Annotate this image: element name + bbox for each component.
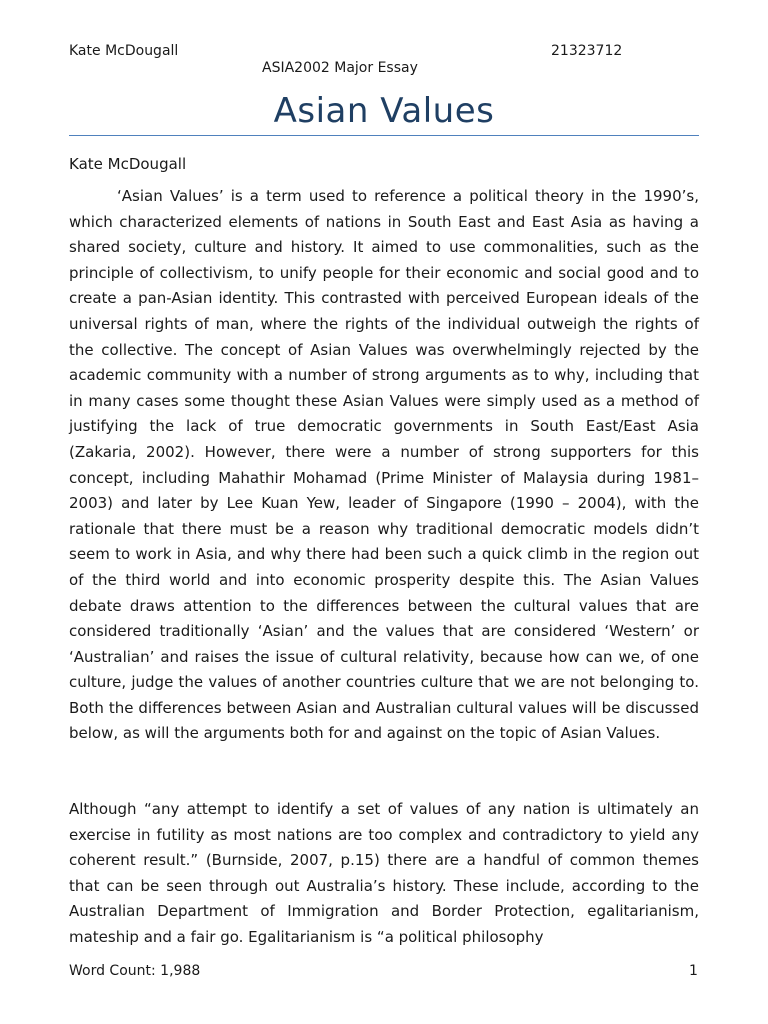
paragraph-1: ‘Asian Values’ is a term used to reference a political theory in the 1990’s, which characterized elements of nations in South East and East Asia as having a shared society, culture and history. It aimed to use commonalities, such as the principle of collectivism, to unify people for their economic and social good and to create a pan-Asian identity. This contrasted with perceived European ideals of the universal rights of man, where the rights of the individual outweigh the rights of the collective. The concept of Asian Values was overwhelmingly rejected by the academic community with a number of strong arguments as to why, including that in many cases some thought these Asian Values were simply used as a method of justifying the lack of true democratic governments in South East/East Asia (Zakaria, 2002). However, there were a number of strong supporters for this concept, including Mahathir Mohamad (Prime Minister of Malaysia during 1981–2003) and later by Lee Kuan Yew, leader of Singapore (1990 – 2004), with the rationale that there must be a reason why traditional democratic models didn’t seem to work in Asia, and why there had been such a quick climb in the region out of the third world and into economic prosperity despite this. The Asian Values debate draws attention to the differences between the cultural values that are considered traditionally ‘Asian’ and the values that are considered ‘Western’ or ‘Australian’ and raises the issue of cultural relativity, because how can we, of one culture, judge the values of another countries culture that we are not belonging to. Both the differences between Asian and Australian cultural values will be discussed below, as will the arguments both for and against on the topic of Asian Values. — [69, 187, 699, 743]
footer-word-count: Word Count: 1,988 — [69, 963, 201, 979]
title-divider — [69, 135, 699, 136]
document-title: Asian Values — [273, 91, 495, 131]
header-course: ASIA2002 Major Essay — [262, 60, 418, 76]
header-student-id: 21323712 — [551, 43, 623, 59]
byline: Kate McDougall — [69, 155, 187, 173]
footer-page-number: 1 — [689, 963, 698, 979]
paragraph-2: Although “any attempt to identify a set of values of any nation is ultimately an exercise in futility as most nations are too complex and contradictory to yield any coherent result.” (Burnside, 2007, p.15) there are a handful of common themes that can be seen through out Australia’s history. These include, according to the Australian Department of Immigration and Border Protection, egalitarianism, mateship and a fair go. Egalitarianism is “a political philosophy — [69, 800, 699, 946]
header-author: Kate McDougall — [69, 43, 179, 59]
